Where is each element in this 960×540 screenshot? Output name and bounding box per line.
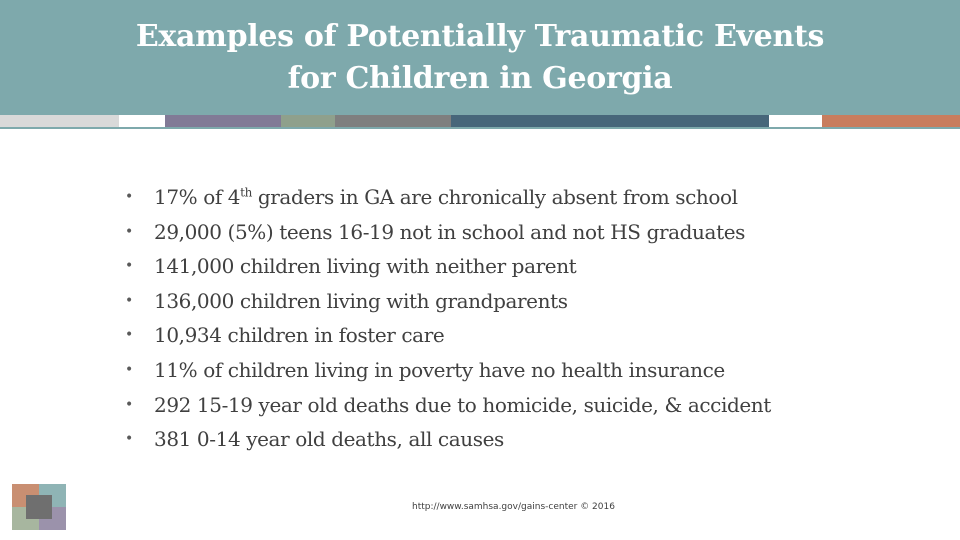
bullet-superscript: th [240, 185, 252, 200]
bullet-icon: • [125, 396, 133, 413]
slide-title-line-2: for Children in Georgia [287, 61, 673, 96]
bullet-text: 292 15-19 year old deaths due to homicide, suicide, & accident [154, 392, 771, 417]
list-item [125, 215, 925, 250]
list-item [125, 249, 925, 284]
footer-citation: http://www.samhsa.gov/gains-center © 2016 [412, 502, 615, 512]
list-item [125, 353, 925, 388]
list-item [125, 422, 925, 457]
bullet-text: 141,000 children living with neither parent [154, 254, 577, 279]
bullet-icon: • [125, 361, 133, 378]
bullet-icon: • [125, 258, 133, 275]
bullet-text: 29,000 (5%) teens 16-19 not in school and not HS graduates [154, 219, 745, 244]
title-banner [0, 0, 960, 115]
list-item [125, 388, 925, 423]
list-item [125, 284, 925, 319]
bullet-text: 10,934 children in foster care [154, 323, 445, 348]
slide-title [0, 16, 960, 100]
bullet-icon: • [125, 223, 133, 240]
bullet-icon: • [125, 431, 133, 448]
bullet-icon: • [125, 189, 133, 205]
logo-tile-center [26, 495, 52, 519]
bullet-text: 17% of 4 [154, 185, 241, 209]
bullet-text-continued: graders in GA are chronically absent from school [251, 185, 738, 209]
bullet-icon: • [125, 292, 133, 309]
bullet-text: 136,000 children living with grandparents [154, 288, 568, 313]
bullet-list [125, 180, 925, 457]
header-divider [0, 127, 960, 129]
bullet-text: 11% of children living in poverty have no health insurance [154, 357, 725, 382]
bullet-icon: • [125, 327, 133, 344]
slide-title-line-1: Examples of Potentially Traumatic Events [135, 19, 825, 54]
logo-icon [12, 484, 66, 530]
bullet-text: 381 0-14 year old deaths, all causes [154, 427, 504, 452]
list-item [125, 180, 925, 215]
list-item [125, 318, 925, 353]
